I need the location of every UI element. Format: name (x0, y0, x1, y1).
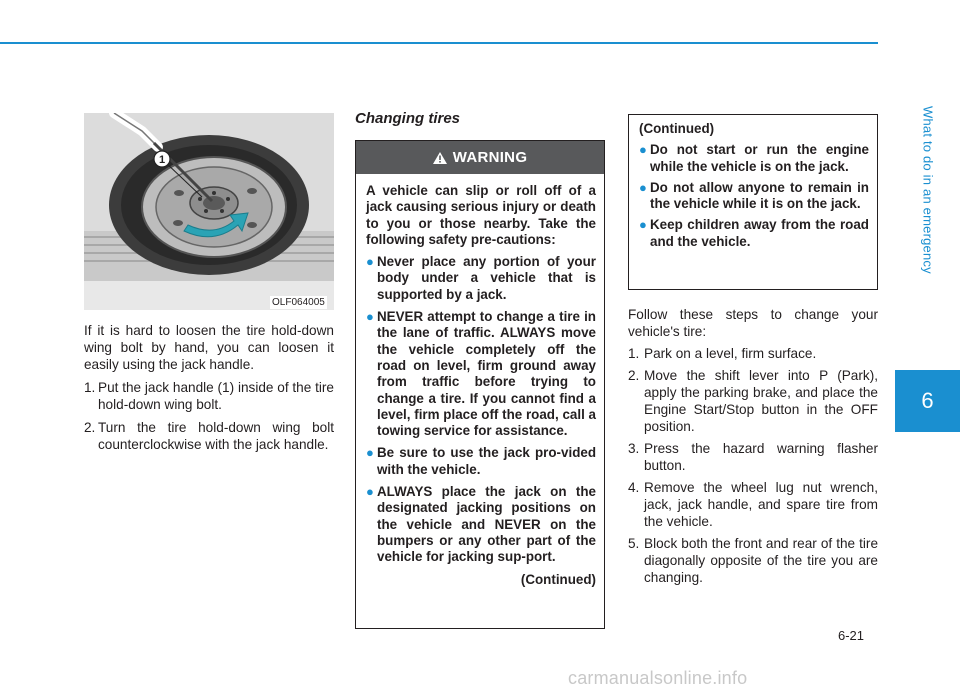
warning-item-text: Be sure to use the jack pro-vided with the vehicle. (377, 445, 596, 477)
continued-item (639, 180, 869, 213)
right-intro: Follow these steps to change your vehicle's tire: (628, 307, 878, 339)
page-number: 6-21 (838, 628, 865, 643)
right-steps (628, 345, 878, 586)
bullet-icon: ● (366, 254, 374, 270)
continued-item (639, 142, 869, 175)
continued-item (639, 217, 869, 250)
step-number: 3. (628, 441, 640, 456)
step-number: 1. (628, 346, 640, 361)
bullet-icon: ● (366, 484, 374, 500)
right-step (628, 345, 878, 362)
left-step (84, 419, 334, 453)
continued-warning-box (628, 114, 878, 290)
spare-tire-illustration (84, 113, 334, 310)
bullet-icon: ● (639, 142, 647, 158)
continued-item-text: Do not start or run the engine while the vehicle is on the jack. (650, 142, 869, 174)
bullet-icon: ● (366, 309, 374, 325)
left-steps (84, 379, 334, 453)
continued-header: (Continued) (639, 121, 715, 136)
chapter-number: 6 (921, 388, 934, 413)
step-number: 5. (628, 536, 640, 551)
warning-item-text: Never place any portion of your body under a vehicle that is supported by a jack. (377, 254, 596, 302)
chapter-side-tab (908, 30, 948, 350)
step-text: Park on a level, firm surface. (644, 346, 817, 361)
warning-intro: A vehicle can slip or roll off of a jack causing serious injury or death to you or those nearby. Take the following safety pre-cautions: (366, 183, 596, 247)
warning-continued: (Continued) (520, 571, 596, 587)
warning-item-text: ALWAYS place the jack on the designated jacking positions on the vehicle and NEVER on the bumpers or any other part of the vehicle for jacking sup-port. (377, 484, 596, 565)
section-title: Changing tires (355, 110, 461, 127)
warning-item (366, 484, 596, 565)
right-step (628, 367, 878, 435)
step-text: Press the hazard warning flasher button. (644, 441, 878, 473)
continued-item-text: Keep children away from the road and the vehicle. (650, 217, 869, 249)
right-step (628, 535, 878, 586)
right-step (628, 479, 878, 530)
continued-list (639, 142, 869, 250)
warning-triangle-icon (433, 152, 447, 164)
left-intro: If it is hard to loosen the tire hold-down wing bolt by hand, you can loosen it easily using the jack handle. (84, 323, 334, 372)
watermark: carmanualsonline.info (568, 668, 748, 688)
step-text: Turn the tire hold-down wing bolt counterclockwise with the jack handle. (98, 420, 334, 452)
step-number: 4. (628, 480, 640, 495)
figure-code: OLF064005 (272, 297, 325, 308)
bullet-icon: ● (639, 179, 647, 195)
chapter-number-box (895, 370, 960, 432)
warning-body (356, 174, 604, 588)
figure-callout-1: 1 (158, 154, 166, 166)
step-text: Block both the front and rear of the tire diagonally opposite of the tire you are changing. (644, 536, 878, 585)
step-text: Move the shift lever into P (Park), apply the parking brake, and place the Engine Start/Stop button in the OFF position. (644, 368, 878, 434)
step-text: Put the jack handle (1) inside of the tire hold-down wing bolt. (98, 380, 334, 412)
bullet-icon: ● (366, 445, 374, 461)
warning-box (355, 140, 605, 629)
warning-list (366, 254, 596, 565)
header-rule (0, 42, 878, 44)
left-step (84, 379, 334, 413)
right-step (628, 440, 878, 474)
spare-tire-drawing (84, 113, 334, 310)
bullet-icon: ● (639, 217, 647, 233)
right-column (628, 306, 878, 586)
continued-item-text: Do not allow anyone to remain in the vehicle while it is on the jack. (650, 179, 869, 212)
warning-item (366, 254, 596, 303)
warning-header (356, 141, 604, 174)
warning-item (366, 309, 596, 439)
left-column (84, 322, 334, 453)
warning-item (366, 445, 596, 478)
step-number: 2. (628, 368, 640, 383)
step-number: 1. (84, 380, 96, 395)
warning-title: WARNING (452, 149, 528, 166)
warning-item-text: NEVER attempt to change a tire in the lane of traffic. ALWAYS move the vehicle completely off the road on level, firm ground away from traffic before trying to change a tire. If you cannot find a level, firm place off the road, call a towing service for assistance. (377, 309, 596, 439)
chapter-title: What to do in an emergency (920, 106, 936, 274)
step-number: 2. (84, 420, 96, 435)
step-text: Remove the wheel lug nut wrench, jack, jack handle, and spare tire from the vehicle. (644, 480, 878, 529)
